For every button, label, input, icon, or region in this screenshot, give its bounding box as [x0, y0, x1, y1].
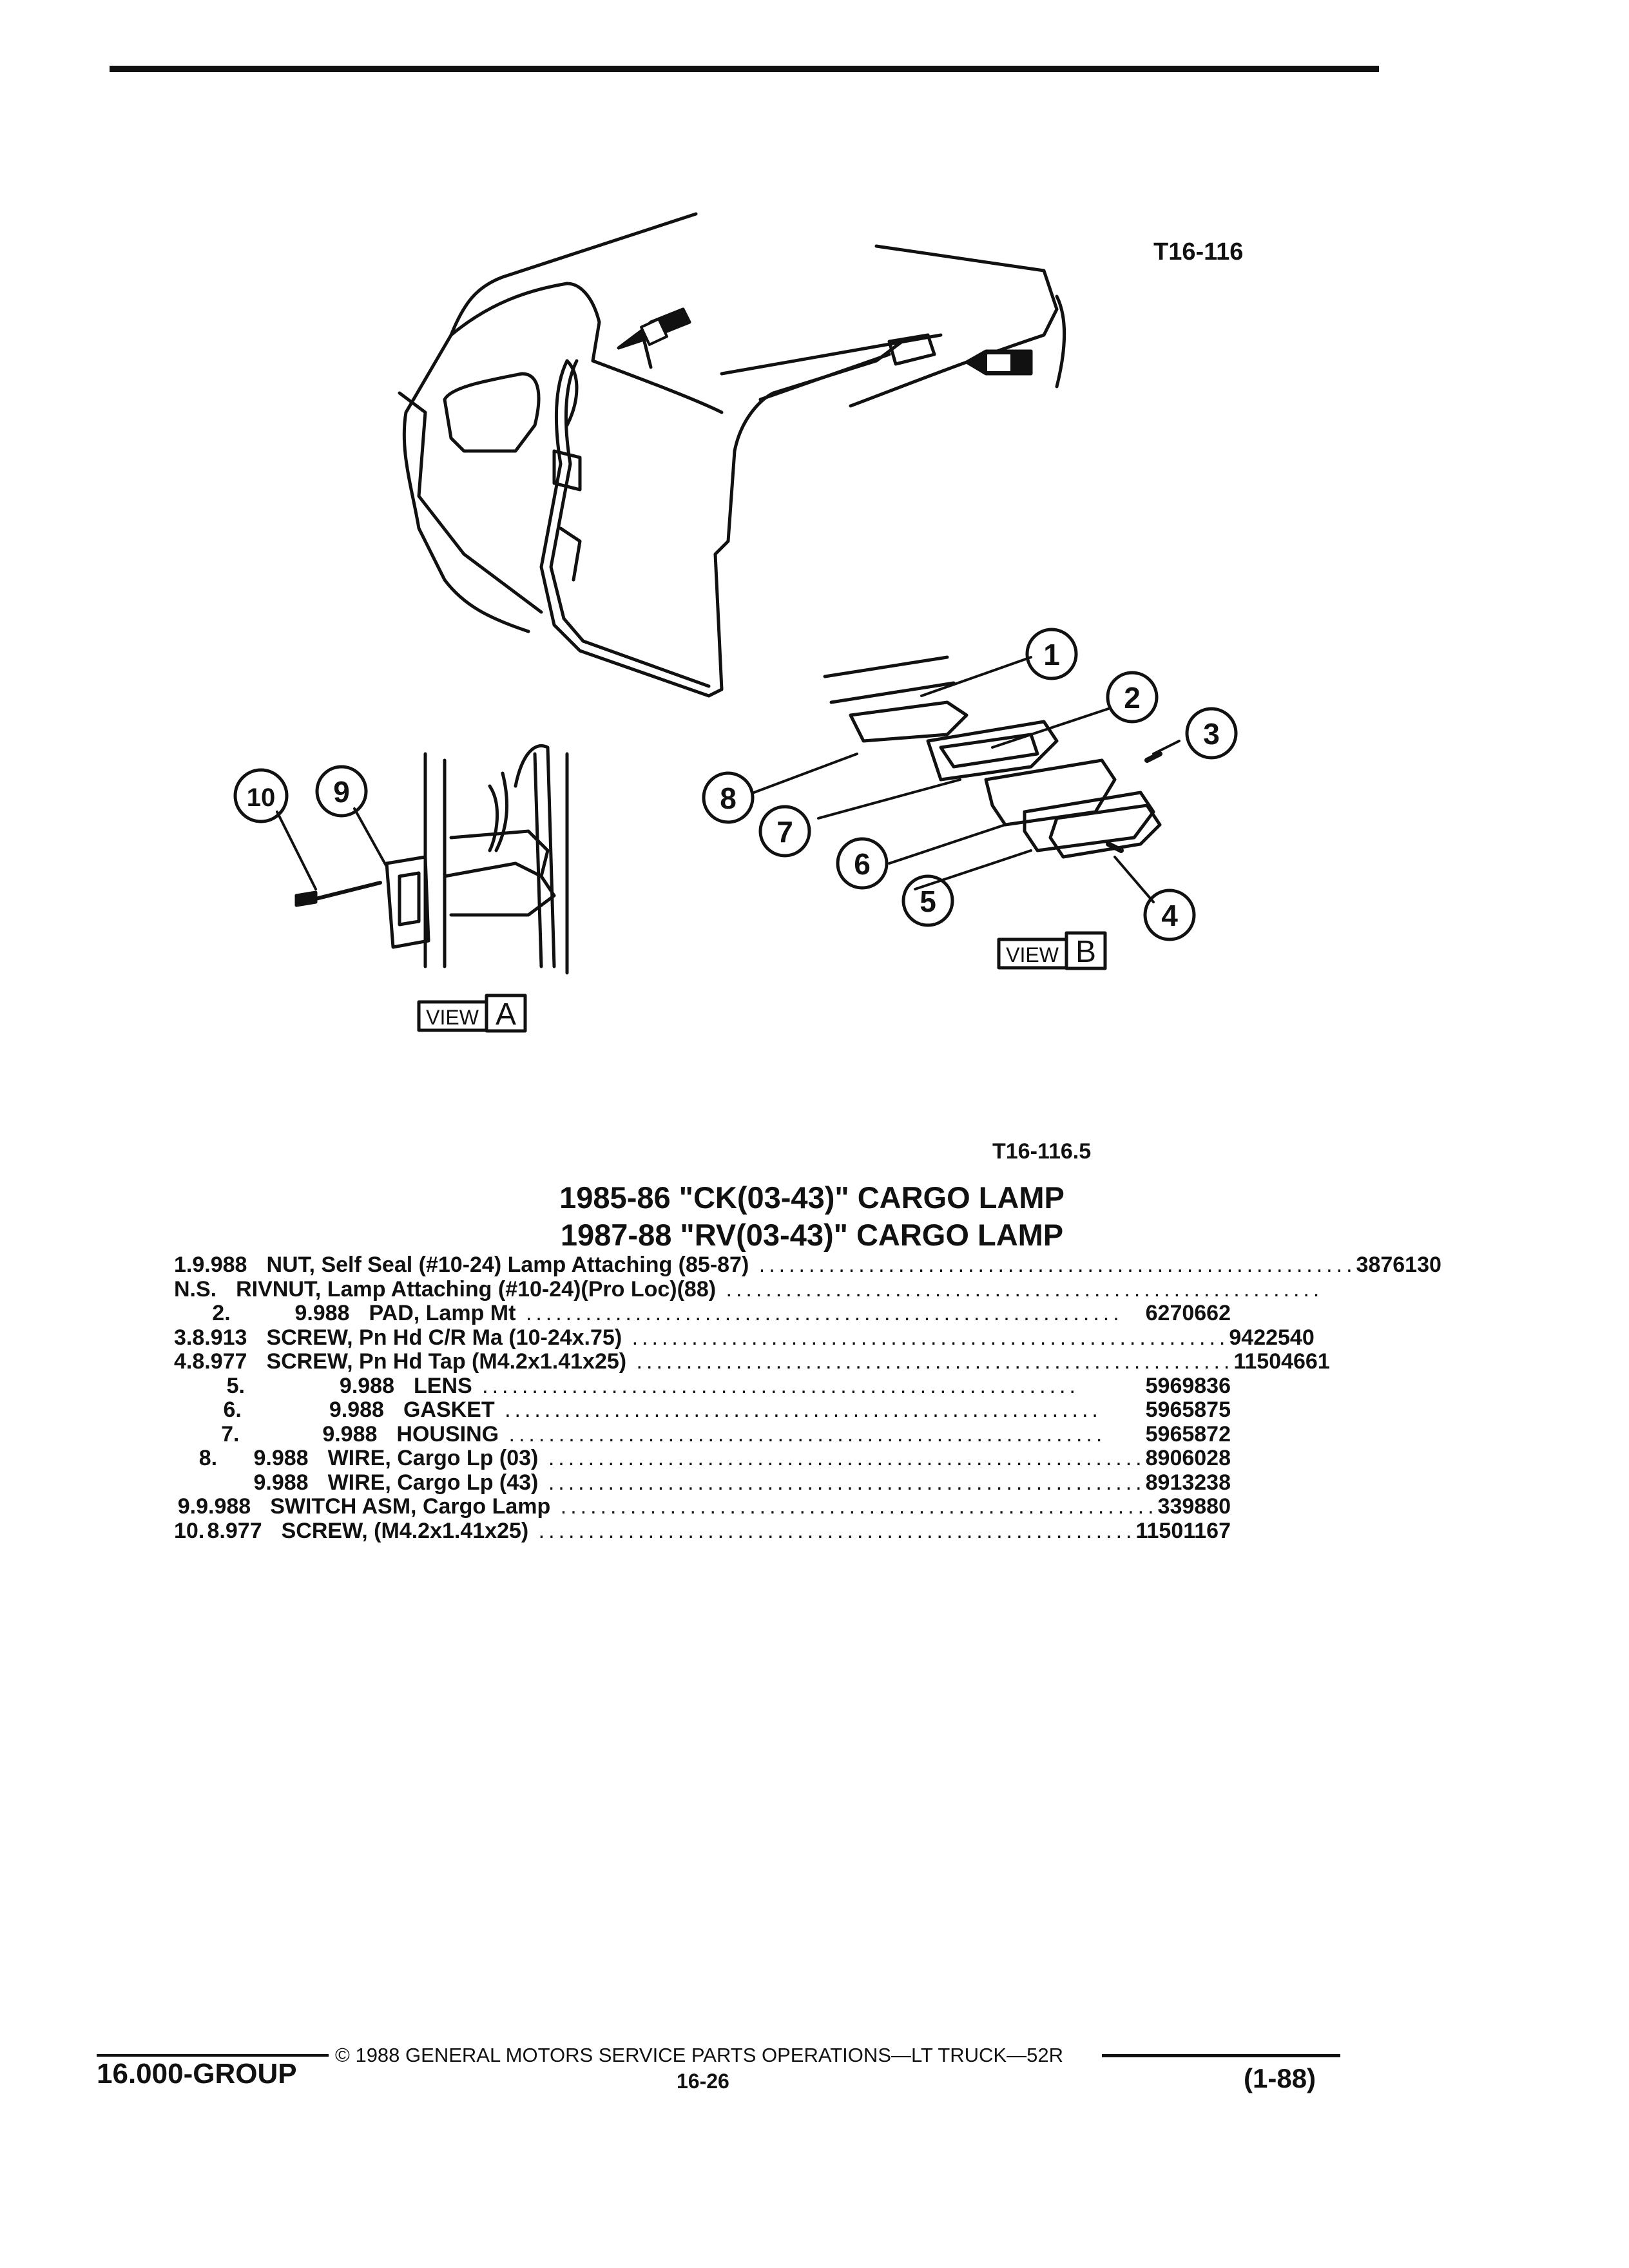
- leader-dots: ............................................................: [622, 1325, 1229, 1350]
- part-description: [247, 1326, 1229, 1350]
- view-a-prefix: VIEW: [426, 1006, 479, 1029]
- exploded-diagram: [0, 0, 1629, 1095]
- group-number: 8.913: [192, 1325, 247, 1350]
- figure-code-top: T16-116: [1153, 238, 1244, 265]
- footer-rule-right: [1102, 2054, 1340, 2057]
- part-index: 6.: [223, 1398, 242, 1422]
- parts-row: [174, 1374, 1231, 1399]
- part-description: [350, 1302, 1123, 1326]
- part-description: [309, 1471, 1146, 1495]
- part-index: 3.: [174, 1325, 193, 1350]
- parts-list: [174, 1253, 1441, 1543]
- part-description: [251, 1495, 1157, 1519]
- callout-label-6: 6: [854, 847, 871, 881]
- parts-row: [174, 1349, 1330, 1374]
- part-description-text: SCREW, Pn Hd C/R Ma (10-24x.75): [266, 1325, 622, 1350]
- callout-label-2: 2: [1124, 681, 1141, 715]
- group-number: 9.988: [294, 1301, 350, 1325]
- part-index: 7.: [221, 1421, 240, 1446]
- callout-label-1: 1: [1043, 638, 1060, 671]
- part-description: [247, 1350, 1233, 1374]
- callout-label-5: 5: [920, 885, 936, 918]
- part-number: 5965872: [1145, 1421, 1231, 1446]
- callout-label-8: 8: [720, 782, 737, 815]
- leader-dots: ............................................................: [749, 1253, 1356, 1277]
- part-number: 5965875: [1145, 1398, 1231, 1422]
- group-number: 9.988: [196, 1494, 251, 1519]
- parts-row: [174, 1423, 1231, 1447]
- part-index: 2.: [212, 1301, 231, 1325]
- part-number: 8913238: [1145, 1470, 1231, 1495]
- leader-lines: [277, 657, 1179, 902]
- parts-row: [174, 1398, 1231, 1423]
- parts-row: [174, 1519, 1231, 1544]
- parts-row: [174, 1495, 1231, 1519]
- part-description-text: SCREW, Pn Hd Tap (M4.2x1.41x25): [266, 1349, 627, 1374]
- part-number: 339880: [1157, 1494, 1231, 1519]
- part-index: 10.: [174, 1518, 205, 1543]
- group-number: 9.988: [329, 1398, 384, 1422]
- leader-dots: ............................................................: [499, 1421, 1106, 1446]
- footer-group: 16.000-GROUP: [97, 2058, 297, 2090]
- part-index: 1.: [174, 1253, 193, 1277]
- view-a-arrow: [619, 309, 689, 348]
- part-description: [384, 1398, 1102, 1423]
- footer-page-number: 16-26: [677, 2070, 729, 2093]
- part-number: 6270662: [1145, 1301, 1231, 1325]
- callout-label-3: 3: [1203, 717, 1220, 751]
- part-index: [174, 1471, 217, 1495]
- group-number: 8.977: [192, 1349, 247, 1374]
- part-number: 8906028: [1145, 1446, 1231, 1470]
- part-description-text: RIVNUT, Lamp Attaching (#10-24)(Pro Loc)(88): [236, 1276, 717, 1302]
- part-index: 4.: [174, 1349, 193, 1374]
- group-number: N.S.: [174, 1276, 217, 1302]
- footer-rule-left: [97, 2054, 329, 2057]
- leader-dots: ............................................................: [626, 1349, 1234, 1374]
- callout-label-9: 9: [333, 775, 350, 809]
- leader-dots: ............................................................: [472, 1373, 1079, 1398]
- leader-dots: ............................................................: [550, 1494, 1158, 1519]
- part-number: 3876130: [1356, 1253, 1441, 1277]
- view-b-prefix: VIEW: [1006, 943, 1059, 966]
- leader-dots: ............................................................: [538, 1470, 1146, 1495]
- part-description: [309, 1446, 1146, 1471]
- parts-row: [174, 1253, 1441, 1278]
- part-number: 5969836: [1145, 1373, 1231, 1398]
- part-description-text: WIRE, Cargo Lp (03): [327, 1446, 539, 1470]
- group-number: 9.988: [322, 1421, 378, 1446]
- part-description: [247, 1253, 1356, 1278]
- group-number: 9.988: [339, 1373, 394, 1398]
- leader-dots: ............................................................: [716, 1276, 1324, 1302]
- part-description: [217, 1278, 1323, 1302]
- van-body-drawing: [400, 214, 1065, 696]
- part-number: 11504661: [1233, 1349, 1330, 1374]
- parts-row: [174, 1276, 1324, 1302]
- view-a-letter: A: [495, 997, 517, 1032]
- part-description-text: SCREW, (M4.2x1.41x25): [281, 1518, 529, 1543]
- leader-dots: ............................................................: [494, 1398, 1102, 1422]
- part-description-text: NUT, Self Seal (#10-24) Lamp Attaching (85-87): [266, 1253, 749, 1277]
- part-index: 9.: [177, 1494, 197, 1519]
- parts-row: [174, 1325, 1315, 1350]
- group-number: 8.977: [207, 1518, 262, 1543]
- part-index: 5.: [226, 1373, 245, 1398]
- parts-row: [174, 1446, 1231, 1471]
- callout-label-7: 7: [776, 815, 793, 849]
- part-index: 8.: [198, 1446, 218, 1470]
- part-description-text: PAD, Lamp Mt: [369, 1301, 516, 1325]
- group-number: 9.988: [192, 1253, 247, 1277]
- part-number: 11501167: [1135, 1518, 1231, 1543]
- leader-dots: ............................................................: [538, 1446, 1146, 1470]
- callout-label-10: 10: [246, 783, 276, 812]
- parts-row: [174, 1302, 1231, 1326]
- title-line-1: 1985-86 "CK(03-43)" CARGO LAMP: [559, 1180, 1065, 1215]
- part-description-text: GASKET: [403, 1398, 495, 1422]
- leader-dots: ............................................................: [528, 1518, 1136, 1543]
- part-description-text: LENS: [414, 1373, 472, 1398]
- part-description-text: WIRE, Cargo Lp (43): [327, 1470, 539, 1495]
- parts-row: [174, 1471, 1231, 1495]
- leader-dots: ............................................................: [516, 1301, 1123, 1325]
- part-description: [394, 1374, 1095, 1399]
- part-description: [262, 1519, 1136, 1544]
- group-number: 9.988: [253, 1470, 309, 1495]
- footer-copyright: © 1988 GENERAL MOTORS SERVICE PARTS OPERATIONS—LT TRUCK—52R: [335, 2044, 1063, 2066]
- part-description-text: SWITCH ASM, Cargo Lamp: [270, 1494, 551, 1519]
- callout-label-4: 4: [1161, 899, 1178, 932]
- view-b-arrow: [967, 351, 1031, 374]
- figure-code-bottom: T16-116.5: [992, 1139, 1092, 1164]
- part-description: [377, 1423, 1106, 1447]
- footer-date: (1-88): [1244, 2063, 1316, 2093]
- part-description-text: HOUSING: [396, 1421, 499, 1446]
- parts-list-title: [361, 1179, 1263, 1254]
- group-number: 9.988: [253, 1446, 309, 1470]
- view-b-letter: B: [1075, 935, 1097, 969]
- part-number: 9422540: [1229, 1325, 1315, 1350]
- title-line-2: 1987-88 "RV(03-43)" CARGO LAMP: [560, 1218, 1064, 1252]
